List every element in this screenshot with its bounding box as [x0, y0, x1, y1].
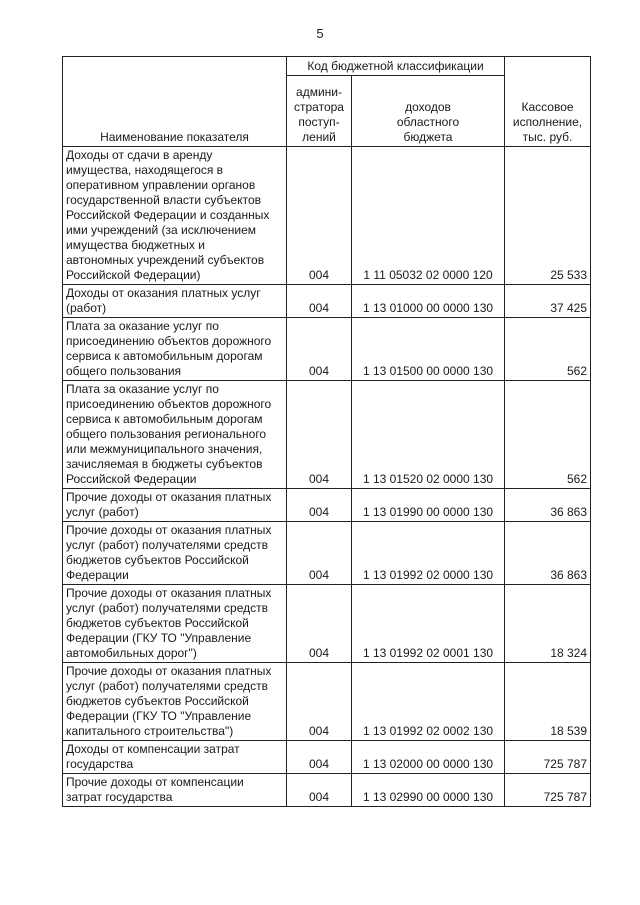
row-sum-cell: 562 [505, 318, 591, 381]
row-code-cell: 1 13 02000 00 0000 130 [352, 741, 505, 774]
row-admin-cell: 004 [287, 489, 352, 522]
row-code-cell: 1 13 01992 02 0001 130 [352, 585, 505, 663]
header-income-code: доходов областного бюджета [352, 76, 505, 147]
budget-table [62, 56, 591, 807]
header-cash-execution: Кассовое исполнение, тыс. руб. [505, 57, 591, 147]
row-code-cell: 1 11 05032 02 0000 120 [352, 147, 505, 285]
row-sum-cell: 18 324 [505, 585, 591, 663]
row-name-cell: Плата за оказание услуг по присоединению объектов дорожного сервиса к автомобильным дорогам общего пользования [63, 318, 287, 381]
row-name-cell: Доходы от сдачи в аренду имущества, находящегося в оперативном управлении органов государственной власти субъектов Российской Федерации и созданных ими учреждений (за исключением имущества бюджетных и автономных учреждений субъектов Российской Федерации) [63, 147, 287, 285]
row-name-cell: Доходы от оказания платных услуг (работ) [63, 285, 287, 318]
row-sum-cell: 25 533 [505, 147, 591, 285]
row-admin-cell: 004 [287, 741, 352, 774]
header-classification: Код бюджетной классификации [287, 57, 505, 76]
row-name-cell: Плата за оказание услуг по присоединению объектов дорожного сервиса к автомобильным дорогам общего пользования регионального или межмуниципального значения, зачисляемая в бюджеты субъектов Российской Федерации [63, 381, 287, 489]
row-name-cell: Прочие доходы от оказания платных услуг (работ) [63, 489, 287, 522]
row-name-cell: Прочие доходы от оказания платных услуг (работ) получателями средств бюджетов субъектов Российской Федерации [63, 522, 287, 585]
table-row [63, 663, 591, 741]
row-name-cell: Прочие доходы от оказания платных услуг (работ) получателями средств бюджетов субъектов Российской Федерации (ГКУ ТО "Управление автомобильных дорог") [63, 585, 287, 663]
table-row [63, 318, 591, 381]
table-row [63, 489, 591, 522]
row-admin-cell: 004 [287, 285, 352, 318]
header-administrator: админи- стратора поступ- лений [287, 76, 352, 147]
row-admin-cell: 004 [287, 522, 352, 585]
row-code-cell: 1 13 01500 00 0000 130 [352, 318, 505, 381]
row-code-cell: 1 13 02990 00 0000 130 [352, 774, 505, 807]
table-row [63, 774, 591, 807]
row-name-cell: Прочие доходы от компенсации затрат государства [63, 774, 287, 807]
row-name-cell: Прочие доходы от оказания платных услуг (работ) получателями средств бюджетов субъектов Российской Федерации (ГКУ ТО "Управление капитального строительства") [63, 663, 287, 741]
row-admin-cell: 004 [287, 774, 352, 807]
table-body [63, 147, 591, 807]
row-sum-cell: 36 863 [505, 489, 591, 522]
table-row [63, 522, 591, 585]
row-sum-cell: 725 787 [505, 774, 591, 807]
row-code-cell: 1 13 01990 00 0000 130 [352, 489, 505, 522]
header-name: Наименование показателя [63, 57, 287, 147]
row-sum-cell: 562 [505, 381, 591, 489]
row-name-cell: Доходы от компенсации затрат государства [63, 741, 287, 774]
row-admin-cell: 004 [287, 663, 352, 741]
page-number: 5 [316, 26, 324, 41]
row-code-cell: 1 13 01000 00 0000 130 [352, 285, 505, 318]
row-sum-cell: 36 863 [505, 522, 591, 585]
row-sum-cell: 725 787 [505, 741, 591, 774]
row-admin-cell: 004 [287, 147, 352, 285]
table-row [63, 741, 591, 774]
row-sum-cell: 37 425 [505, 285, 591, 318]
row-admin-cell: 004 [287, 318, 352, 381]
table-row [63, 285, 591, 318]
table-row [63, 585, 591, 663]
row-code-cell: 1 13 01520 02 0000 130 [352, 381, 505, 489]
row-code-cell: 1 13 01992 02 0000 130 [352, 522, 505, 585]
row-admin-cell: 004 [287, 381, 352, 489]
row-code-cell: 1 13 01992 02 0002 130 [352, 663, 505, 741]
row-admin-cell: 004 [287, 585, 352, 663]
row-sum-cell: 18 539 [505, 663, 591, 741]
table-row [63, 381, 591, 489]
table-row [63, 147, 591, 285]
